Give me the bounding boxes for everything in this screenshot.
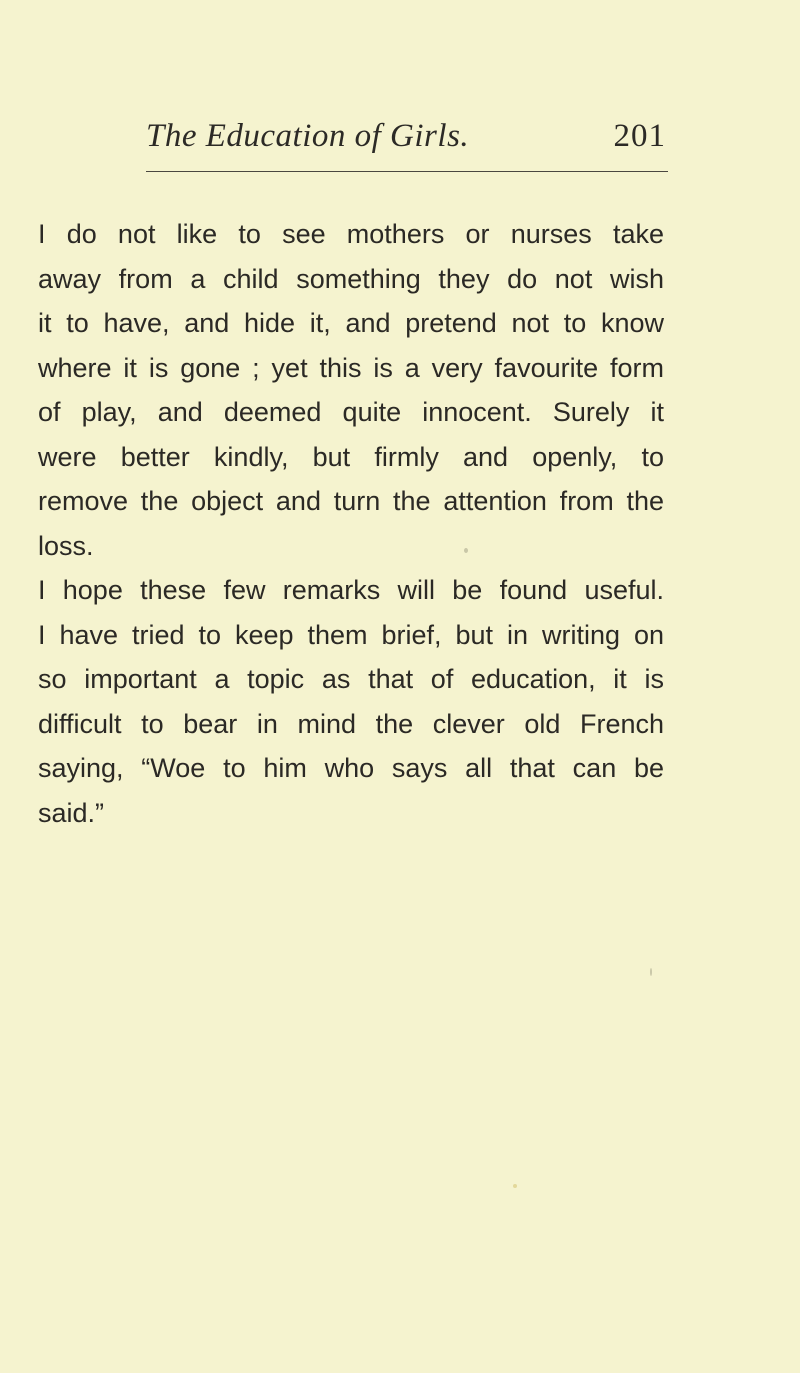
text-line: remove the object and turn the attention from the xyxy=(38,486,664,516)
page-header xyxy=(146,118,666,168)
text-line: away from a child something they do not wish xyxy=(38,263,664,294)
text-line: I do not like to see mothers or nurses take xyxy=(38,219,664,249)
text-line: I have tried to keep them brief, but in writing on xyxy=(38,619,664,650)
paragraph-1 xyxy=(38,212,664,568)
paragraph-2 xyxy=(38,568,664,835)
text-line: so important a topic as that of education, it is xyxy=(38,664,664,694)
text-line: it to have, and hide it, and pretend not to know xyxy=(38,308,664,338)
text-line: said.” xyxy=(38,797,105,828)
paper-speck xyxy=(650,968,652,976)
text-line: saying, “Woe to him who says all that can be xyxy=(38,753,664,783)
text-line: were better kindly, but firmly and openly, to xyxy=(38,441,664,472)
text-line: where it is gone ; yet this is a very favourite form xyxy=(38,352,664,383)
text-line: I hope these few remarks will be found useful. xyxy=(38,575,664,605)
paper-speck xyxy=(513,1184,517,1188)
text-line: loss. xyxy=(38,530,94,561)
text-line: difficult to bear in mind the clever old French xyxy=(38,708,664,739)
running-title: The Education of Girls. xyxy=(146,118,470,154)
header-rule xyxy=(146,171,668,172)
paper-speck xyxy=(464,548,468,553)
page-number: 201 xyxy=(613,118,666,154)
text-line: of play, and deemed quite innocent. Surely it xyxy=(38,397,664,427)
body-text xyxy=(38,212,664,835)
